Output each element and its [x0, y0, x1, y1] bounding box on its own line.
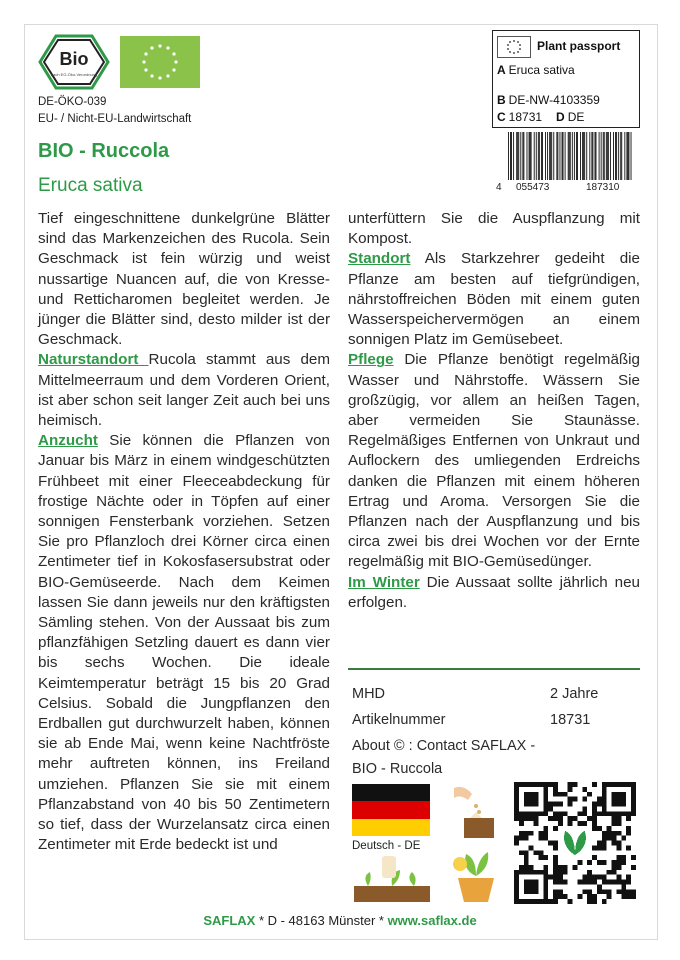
passport-heading: Plant passport	[537, 39, 621, 53]
about-line-1: About © : Contact SAFLAX -	[352, 738, 536, 754]
mhd-label: MHD	[352, 686, 386, 702]
intro-paragraph: Tief eingeschnittene dunkelgrüne Blätter sind das Markenzeichen des Rucola. Sein Geschmack ist fein würzig und weist nussartige Nuancen auf, die von Kresse- und Retticharomen begleitet werden. Je jünger die Blätter sind, desto milder ist der Geschmack.	[38, 210, 330, 349]
sowing-hand-icon	[446, 782, 506, 838]
winter-text: Die Aussaat sollte jährlich neu erfolgen.	[348, 573, 640, 611]
passport-key-c: C	[497, 110, 506, 124]
ean-digits-2: 055473	[516, 182, 550, 193]
section-divider	[348, 668, 640, 670]
bio-seal-logo	[38, 34, 110, 90]
passport-line-b	[497, 93, 600, 107]
text-column-right	[348, 209, 640, 613]
svg-text:Bio: Bio	[59, 49, 89, 69]
anzucht-text: Sie können die Pflanzen von Januar bis März in einem windgeschützten Frühbeet mit einer Fleeceabdeckung für frostige Nächte oder in Töpfen auf einer sonnigen Fensterbank vorziehen. Setzen Sie pro Pflanzloch drei Körner circa einen Zentimeter tief in Kokosfasersubstrat oder BIO-Gemüseerde. Nach dem Keimen lassen Sie dann jeweils nur den kräftigsten Sämling stehen. Von der Aussaat bis zum pflanzfähigen Setzling dauert es dann vier bis sechs Wochen. Die ideale Keimtemperatur beträgt 15 bis 20 Grad Celsius. Sobald die Jungpflanzen den Erdballen gut durchwurzelt haben, können sie ab Ende Mai, wenn keine Nachtfröste mehr auftreten können, ins Freiland umziehen. Pflanzen Sie sie mit einem Pflanzabstand von 40 bis 50 Zentimetern so tief, dass der Wurzelansatz circa einen Zentimeter mit Erde bedeckt ist und	[38, 432, 330, 854]
article-number-label: Artikelnummer	[352, 712, 446, 728]
passport-val-a: Eruca sativa	[508, 63, 575, 77]
passport-key-a: A	[497, 63, 506, 77]
website-link[interactable]: www.saflax.de	[387, 913, 477, 928]
language-label: Deutsch - DE	[352, 840, 421, 852]
naturstandort-heading: Naturstandort	[38, 351, 149, 369]
qr-code[interactable]	[514, 782, 636, 904]
eu-flag-icon	[497, 36, 531, 58]
plant-passport	[492, 30, 640, 128]
passport-val-d: DE	[567, 110, 585, 124]
passport-key-b: B	[497, 93, 506, 107]
winter-heading: Im Winter	[348, 573, 420, 591]
eu-leaf-icon	[120, 36, 200, 88]
winter-paragraph	[348, 573, 640, 613]
product-title: BIO - Ruccola	[38, 140, 170, 162]
anzucht-heading: Anzucht	[38, 432, 98, 450]
ean-barcode	[508, 132, 632, 180]
anzucht-continuation: unterfüttern Sie die Auspflanzung mit Kompost.	[348, 210, 640, 248]
passport-line-a	[497, 63, 575, 77]
passport-line-cd	[497, 110, 584, 124]
ean-digits-3: 187310	[586, 182, 620, 193]
standort-text: Als Starkzehrer gedeiht die Pflanze am besten auf tiefgründigen, nährstoffreichen Böden mit einem guten Wasserspeichervermögen an einem sonnigen Platz im Gemüsebeet.	[348, 250, 640, 349]
mhd-value: 2 Jahre	[550, 686, 599, 702]
potted-plant-icon	[446, 846, 506, 904]
about-line-2: BIO - Ruccola	[352, 761, 443, 777]
certification-code: DE-ÖKO-039	[38, 96, 107, 108]
brand-address: * D - 48163 Münster *	[255, 913, 388, 928]
ean-digit-1: 4	[496, 182, 502, 193]
text-column-left	[38, 209, 330, 856]
standort-paragraph	[348, 249, 640, 350]
botanical-name: Eruca sativa	[38, 175, 143, 196]
naturstandort-paragraph	[38, 350, 330, 431]
naturstandort-text: Rucola stammt aus dem Mittelmeerraum und dem Vorderen Orient, ist aber schon seit langer Zeit auch bei uns heimisch.	[38, 351, 331, 430]
article-number-value: 18731	[550, 712, 591, 728]
pflege-text: Die Pflanze benötigt regelmäßig Wasser und Nährstoffe. Wässern Sie großzügig, vor allem an heißen Tagen, aber vermeiden Sie Staunässe. Regelmäßiges Entfernen von Unkraut und Auflockern des umliegenden Erdreichs danken die Pflanzen mit einem höheren Ertrag und Aroma. Versorgen Sie die Pflanzen nach der Auspflanzung und bis circa zwei bis drei Wochen vor der Ernte regelmäßig mit BIO-Gemüsedünger.	[348, 351, 640, 571]
pflege-paragraph	[348, 350, 640, 572]
eu-organic-logo	[120, 36, 200, 88]
german-flag-icon	[352, 784, 430, 836]
footer	[0, 913, 680, 928]
agriculture-origin: EU- / Nicht-EU-Landwirtschaft	[38, 113, 192, 125]
standort-heading: Standort	[348, 250, 411, 268]
seedling-tray-icon	[352, 852, 432, 904]
brand-name: SAFLAX	[203, 913, 256, 928]
svg-text:nach EG-Öko-Verordnung: nach EG-Öko-Verordnung	[50, 72, 98, 77]
anzucht-paragraph	[38, 431, 330, 855]
passport-key-d: D	[556, 110, 565, 124]
passport-val-b: DE-NW-4103359	[508, 93, 600, 107]
pflege-heading: Pflege	[348, 351, 394, 369]
passport-val-c: 18731	[508, 110, 543, 124]
